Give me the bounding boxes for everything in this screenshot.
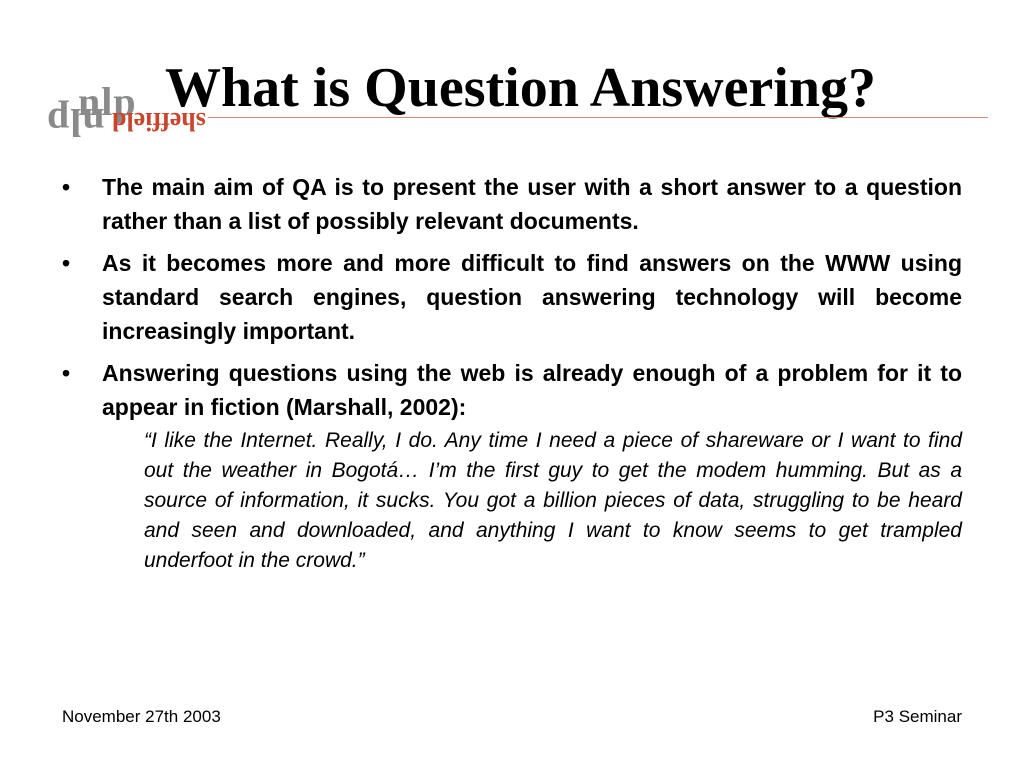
slide-title: What is Question Answering? xyxy=(165,57,876,119)
bullet-item xyxy=(62,356,962,424)
slide-body xyxy=(62,170,962,576)
title-divider xyxy=(208,117,988,118)
logo-sheffield-text: sheffield xyxy=(112,107,206,136)
bullet-text: The main aim of QA is to present the user with a short answer to a question rather than a list of possibly relevant documents. xyxy=(102,174,962,234)
logo-nlp-text: nlp xyxy=(78,79,137,124)
bullet-text: As it becomes more and more difficult to find answers on the WWW using standard search engines, question answering technology will become increasingly important. xyxy=(102,250,962,344)
bullet-icon: • xyxy=(62,360,71,386)
footer-event: P3 Seminar xyxy=(873,707,962,726)
fiction-quote: “I like the Internet. Really, I do. Any time I need a piece of shareware or I want to find out the weather in Bogotá… I’m the first guy to get the modem humming. But as a source of information, it sucks. You got a billion pieces of data, struggling to be heard and seen and downloaded, and anything I want to know seems to get trampled underfoot in the crowd.” xyxy=(144,429,962,572)
logo-nlp-mirror-text: nlp xyxy=(46,100,105,145)
bullet-item xyxy=(62,246,962,348)
bullet-icon: • xyxy=(62,174,71,200)
footer-date: November 27th 2003 xyxy=(62,707,221,726)
bullet-icon: • xyxy=(62,250,71,276)
bullet-item xyxy=(62,170,962,238)
bullet-text: Answering questions using the web is already enough of a problem for it to appear in fiction (Marshall, 2002): xyxy=(102,360,962,420)
